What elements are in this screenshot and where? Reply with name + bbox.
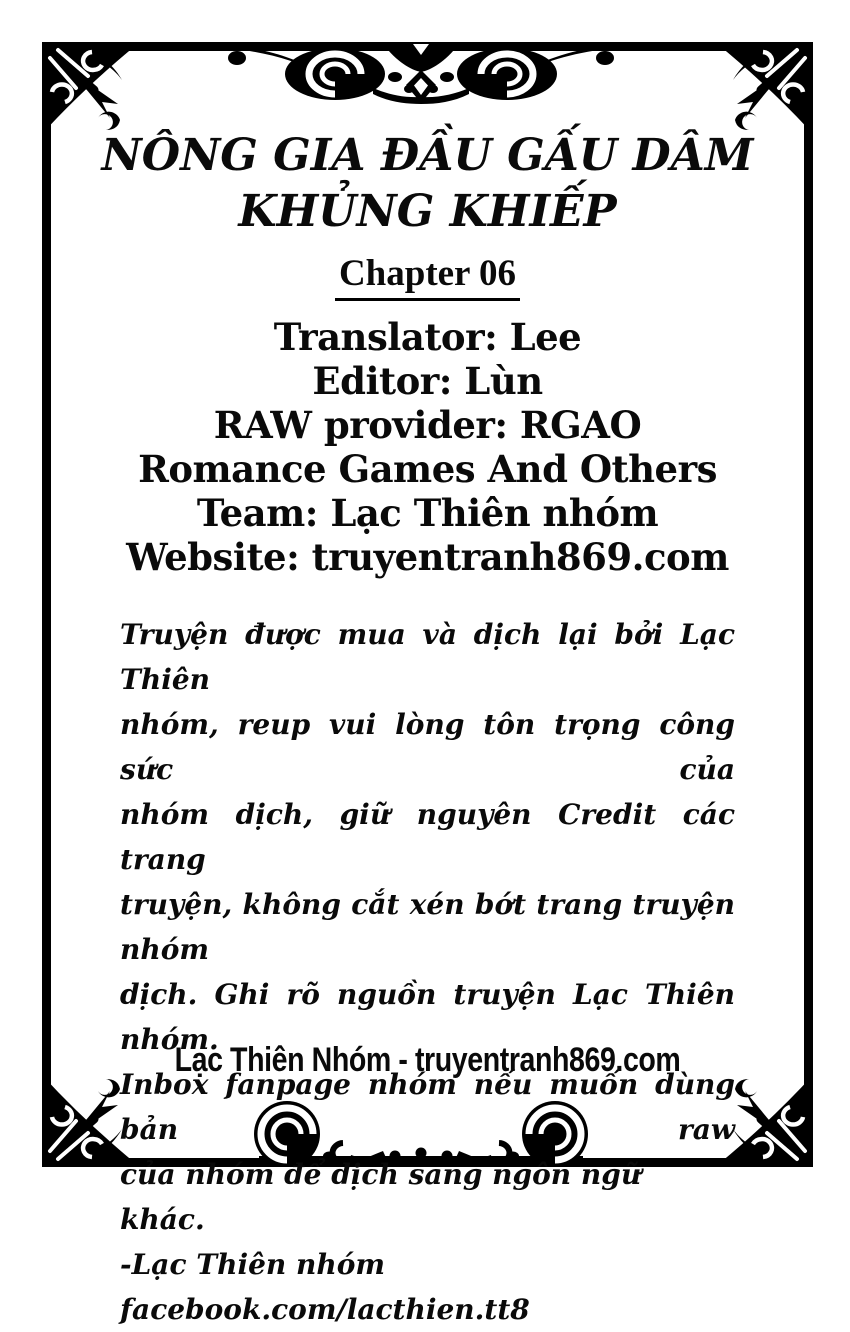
notice-line: nhóm dịch, giữ nguyên Credit các trang [120,798,735,876]
notice-line: của nhóm để dịch sang ngôn ngữ khác. [120,1158,642,1236]
facebook-url: facebook.com/lacthien.tt8 [120,1293,530,1326]
footer-group-website: Lạc Thiên Nhóm - truyentranh869.com [174,1041,681,1079]
copyright-notice [120,612,735,1332]
notice-line: truyện, không cắt xén bớt trang truyện nhóm [120,888,735,966]
credit-line-raw-provider-full: Romance Games And Others [138,447,717,491]
credit-line-raw-provider: RAW provider: RGAO [213,403,642,447]
notice-line: Truyện được mua và dịch lại bởi Lạc Thiên [120,618,735,696]
credits-block [42,315,813,579]
credit-line-team: Team: Lạc Thiên nhóm [196,491,659,535]
top-scroll-flourish-icon [225,44,617,106]
series-title-line2: KHỦNG KHIẾP [238,186,617,237]
credit-line-translator: Translator: Lee [273,315,582,359]
credit-line-website: Website: truyentranh869.com [126,535,729,579]
notice-line: Inbox fanpage nhóm nếu muốn dùng bản raw [120,1068,735,1146]
notice-line: nhóm, reup vui lòng tôn trọng công sức của [120,708,735,786]
series-title [42,128,813,240]
notice-line: dịch. Ghi rõ nguồn truyện Lạc Thiên nhóm. [120,978,735,1056]
credit-line-editor: Editor: Lùn [312,359,543,403]
series-title-line1: NÔNG GIA ĐẦU GẤU DÂM [101,130,754,181]
notice-signature: -Lạc Thiên nhóm [120,1248,386,1281]
chapter-heading: Chapter 06 [335,252,520,301]
chapter-heading-row [42,252,813,301]
